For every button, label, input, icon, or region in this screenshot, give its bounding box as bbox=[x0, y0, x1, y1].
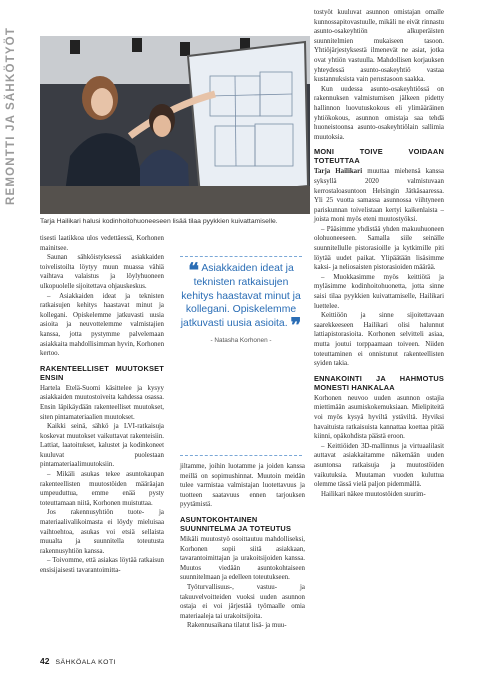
paragraph: Saunan sähköistyksessä asiakkaiden toivelistoilta löytyy muun muassa vähiä vaihtava valaistus ja löylyhuoneen ulkopuolelle sijoitettava ohjauskeskus. bbox=[40, 254, 164, 290]
magazine-name: SÄHKÖALA KOTI bbox=[55, 659, 116, 666]
quote-divider bbox=[180, 455, 302, 456]
paragraph: – Toivomme, että asiakas löytää ratkaisun ensisijaisesti tavarantoimitta- bbox=[40, 557, 164, 574]
paragraph: Kaikki seinä, sähkö ja LVI-ratkaisuja koskevat muutokset vaikuttavat rakenteisiin. Lattiat, laatoitukset, kalustet ja kodinkoneet kuuluvat puolestaan pintamateriaalimuutoksiin. bbox=[40, 423, 164, 469]
paragraph: Rakennusaikana tilatut lisä- ja muu- bbox=[187, 622, 287, 630]
paragraph: Keittiöön ja sinne sijoitettavaan saarekkeeseen Hailikari olisi halunnut lattiapistorasioita. Korhonen selvitteli asiaa, mutta joutui torppaamaan toiveen. Niiden toteuttaminen ei onnistunut rakenteellisten syiden takia. bbox=[314, 312, 444, 368]
subheading: ASUNTOKOHTAINEN SUUNNITELMA JA TOTEUTUS bbox=[180, 514, 292, 533]
page-footer bbox=[40, 656, 116, 666]
section-label: REMONTTI JA SÄHKÖTYÖT bbox=[5, 26, 17, 206]
subheading: ENNAKOINTI JA HAHMOTUS MONESTI HANKALAA bbox=[314, 373, 444, 392]
column-3 bbox=[314, 8, 444, 499]
paragraph: jiltamme, joihin luotamme ja joiden kanssa meillä on sopimushinnat. Muutoin meidän tulee varmistaa valmistajan luotettavuus ja tuotteen saatavuus ennen tarjouksen pyytämistä. bbox=[180, 463, 305, 509]
article-photo bbox=[40, 36, 310, 214]
paragraph: Kun uudessa asunto-osakeyhtiössä on rakennuksen valmistumisen jälkeen pidetty hallinnon luovutuskokous eli ylimääräinen yhtiökokous, asunnon omistaja saa tehdä huoneistoonsa asunto-osakeyhtiölain sallimia muutoksia. bbox=[314, 85, 444, 141]
paragraph: Tarja Hailikari muuttaa miehensä kanssa syksyllä 2020 valmistuvaan kerrostaloasuntoon Helsingin Jätkäsaaressa. Yli 25 vuotta samassa asunnossa viihtyneen pariskunnan toivelistaan kertyi kaikenlaista – joista moni myös eteni muutostyöksi. bbox=[314, 168, 444, 224]
quote-divider bbox=[180, 256, 302, 257]
paragraph: Hartela Etelä-Suomi käsittelee ja kysyy asiakkaiden muutostoiveita kahdessa osassa. Ensin läpikäydään rakenteelliset muutokset, siten pintamateriaalien muutokset. bbox=[40, 384, 164, 421]
column-2 bbox=[180, 462, 305, 631]
paragraph: tisesti laatikkoa ulos vedettäessä, Korhonen mainitsee. bbox=[40, 235, 164, 252]
paragraph: – Asiakkaiden ideat ja teknisten ratkaisujen kehitys haastavat minut ja kollegani. Opiskelemme jatkuvasti uusia asioita ja neuvottelemme valmistajien kanssa, jotta pystymme palvelemaan asiakkaita mahdollisimman hyvin, Korhonen kertoo. bbox=[40, 292, 165, 358]
column-1 bbox=[40, 234, 164, 576]
paragraph: Työturvallisuus-, vastuu- ja takuuvelvoitteiden vuoksi uuden asunnon ostaja ei voi järjestää työmaalle omia materiaaleja tai urakoitsijoita. bbox=[180, 583, 305, 620]
subheading: RAKENTEELLISET MUUTOKSET ENSIN bbox=[40, 363, 164, 382]
paragraph: Mikäli muutostyö osoittautuu mahdolliseksi, Korhonen sopii siitä asiakkaan, tavarantoimittajan ja urakoitsijoiden kanssa. Muutos viedään asuntokohtaiseen suunnitelmaan ja edelleen toteutukseen. bbox=[180, 535, 305, 582]
paragraph: Korhonen neuvoo uuden asunnon ostajia miettimään asumiskokemuksiaan. Mielipiteitä voi myös kysyä hyviltä ystäviltä. Hyviksi havaituista ratkaisuista kannattaa koettaa pitää kiinni, opäkohdista päästä eroon. bbox=[314, 394, 444, 441]
pull-quote bbox=[180, 262, 302, 345]
photo-caption: Tarja Hailikari halusi kodinhoitohuoneeseen lisää tilaa pyykkien kuivattamiselle. bbox=[40, 218, 278, 225]
close-quote-icon: ❞ bbox=[290, 314, 302, 337]
subheading: MONI TOIVE VOIDAAN TOTEUTTAA bbox=[314, 147, 444, 166]
paragraph: Jos rakennusyhtiön tuote- ja materiaalivalikoimasta ei löydy mieluisaa vaihtoehtoa, asukas voi etsiä sellaista muualta ja suunnitella toteutusta rakennusyhtiön kanssa. bbox=[40, 509, 164, 555]
paragraph: – Keittiöiden 3D-mallinnus ja virtuaalilasit auttavat asiakkaitamme näkemään uuden asuntonsa ratkaisuja ja muutostöiden vaikutuksia. Muutaman vuoden kuluttua olemme tässä vielä paljon pidemmällä. bbox=[314, 442, 444, 489]
open-quote-icon: ❝ bbox=[188, 260, 199, 282]
paragraph: tostyöt kuuluvat asunnon omistajan omalle kunnossapitovastuulle, mikäli ne eivät rinnastu asunto-osakeyhtiön alkuperäisten suunnitelmien mukaiseen tasoon. Yhtiöjärjestyksestä ilmenevät ne asiat, jotka ovat yhtiön vastuulla. Mahdollisen korjauksen yhteydessä asunto-osakeyhtiö vastaa kustannuksista vain perustasoon saakka. bbox=[314, 9, 444, 84]
page-number: 42 bbox=[40, 656, 50, 666]
paragraph: Hailikari näkee muutostöiden suurim- bbox=[321, 490, 426, 498]
quote-author: - Natasha Korhonen - bbox=[210, 336, 272, 344]
paragraph: – Muokkasimme myös keittiötä ja myläsimme kodinhoitohuonetta, jotta sinne saisi tilaa pyykkien kuivattamiselle, Hailikari luettelee. bbox=[314, 273, 444, 310]
paragraph: – Mikäli asukas tekee asuntokaupan rakenteellisten muutostöiden määräajan umpeuduttua, emme enää pysty toteuttamaan niitä, Korhonen muistuttaa. bbox=[40, 471, 164, 507]
quote-text: Asiakkaiden ideat ja teknisten ratkaisujen kehitys haastavat minut ja kollegani. Opiskelemme jatkuvasti uusia asioita. bbox=[180, 263, 301, 329]
paragraph: – Pääsimme yhdistää yhden makuuhuoneen olohuoneeseen. Samalla siile seinälle suunnitellulle pistorasioille ja kytkimille piti löytää uudet paikat. Ylipäätään lisäsimme kaksi- ja neliosaisten pistorasioiden määrää. bbox=[314, 225, 444, 272]
lead-name: Tarja Hailikari bbox=[314, 168, 363, 176]
